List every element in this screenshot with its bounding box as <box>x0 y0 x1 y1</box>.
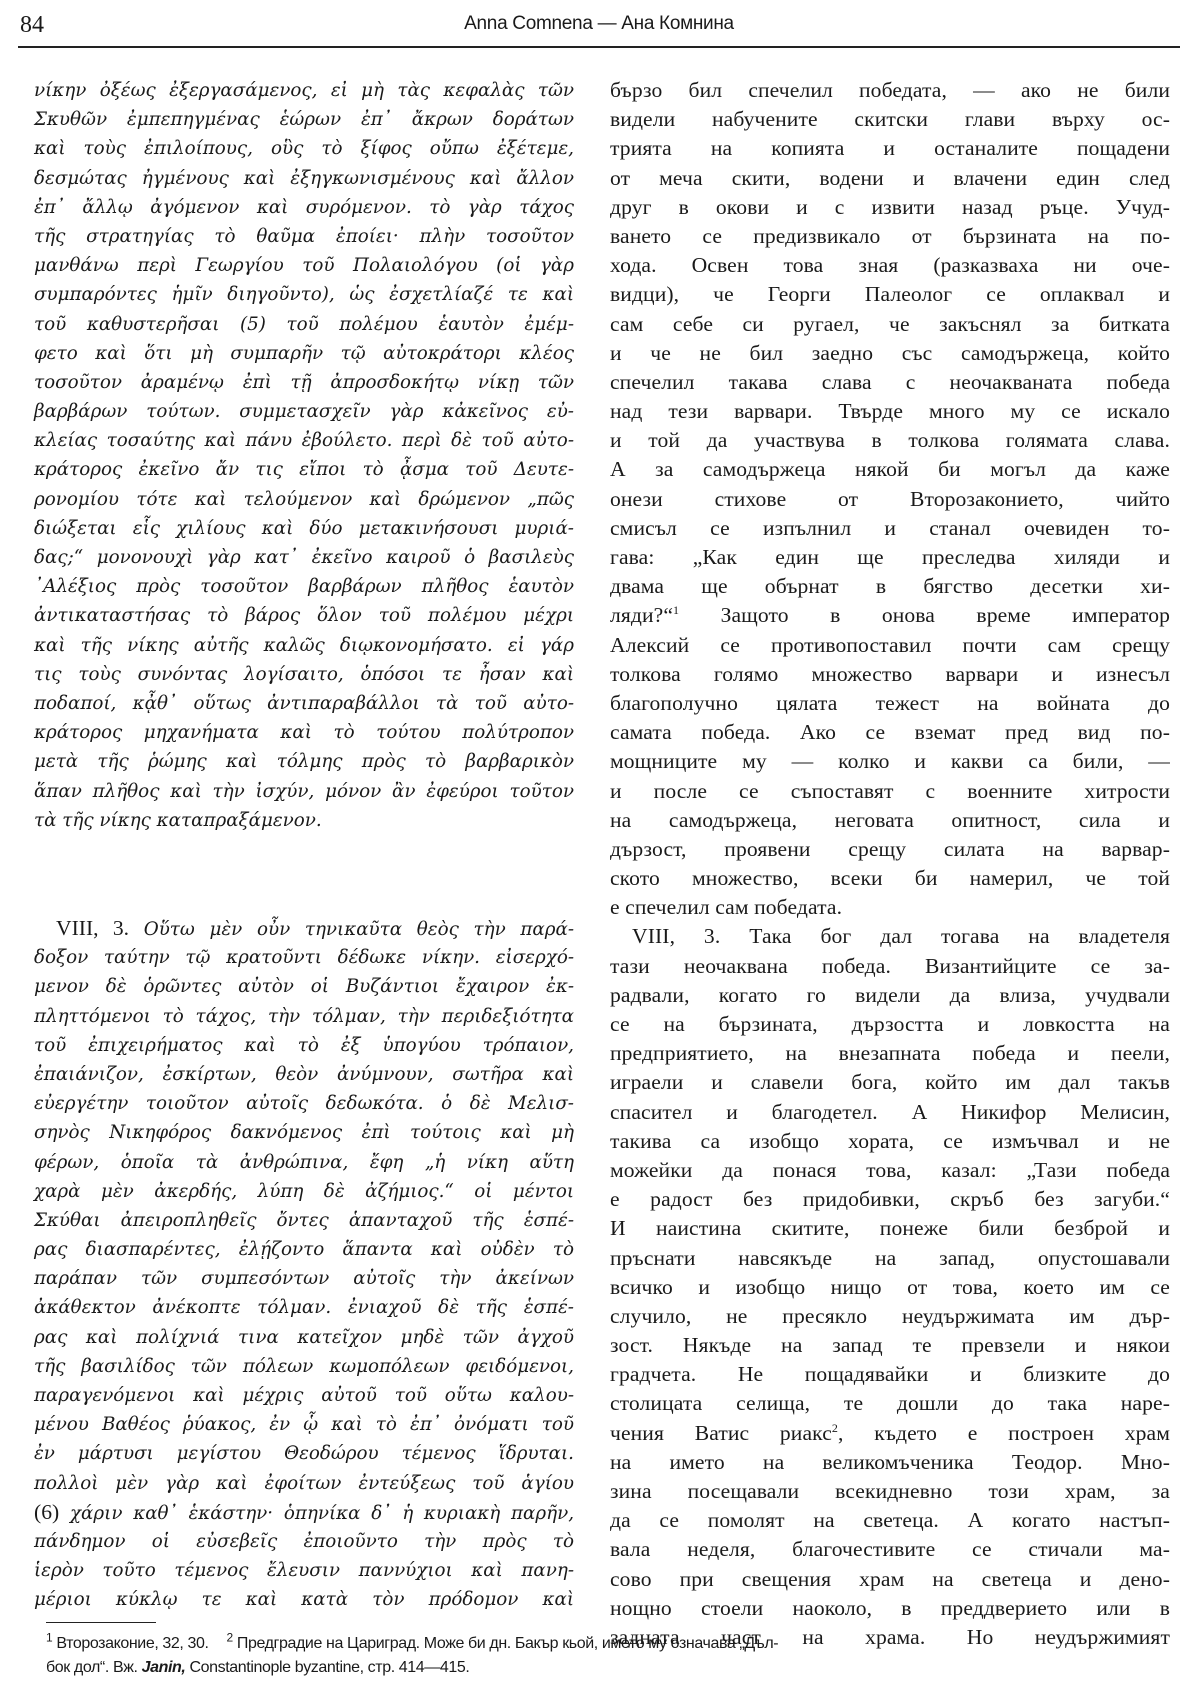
section-marker: VIII, 3. <box>56 916 130 940</box>
bulgarian-line-footnote-2: чения Ватис риакс$^2$, където е построен храм <box>610 1420 1171 1445</box>
greek-line: τοῦ καθυστερῆσαι (5) τοῦ πολέμου ἑαυτὸν ἐμέμ- <box>34 313 574 335</box>
greek-line: ᾽Αλέξιος πρὸς τοσοῦτον βαρβάρων πλῆθος ἑαυτὸν <box>34 576 574 598</box>
bulgarian-line: самата победа. Ако се вземат пред вид по- <box>610 720 1170 745</box>
bulgarian-line: А за самодържеца някой би могъл да каже <box>610 457 1170 482</box>
greek-line: ἀντικαταστήσας τὸ βάρος ὅλον τοῦ πολέμου μέχρι <box>34 605 574 627</box>
footnote-2: $^2$ Предградие на Цариград. Може би дн. Бакър кьой, името му означава „Дъл- бок дол“. Вж. Janin, Constantinople byzantine, стр. 414—415. <box>46 1630 779 1676</box>
author-name: Janin, <box>141 1659 186 1676</box>
bulgarian-line: благополучно цялата тежест на войната до <box>610 690 1170 715</box>
page-header <box>18 10 1180 46</box>
header-rule <box>18 46 1180 48</box>
greek-line: ἱερὸν τοῦτο τέμενος ἔλευσιν παννύχιοι καὶ πανη- <box>34 1560 574 1582</box>
bulgarian-line: от меча скити, водени и влачени един след <box>610 165 1170 190</box>
greek-line: ἐν μάρτυσι μεγίστου Θεοδώρου τέμενος ἵδρυται. <box>34 1443 574 1465</box>
bulgarian-line: и после се съпоставят с военните хитрости <box>610 778 1170 803</box>
bulgarian-line: тази неочаквана победа. Византийците се за- <box>610 953 1170 978</box>
greek-line: βαρβάρων τούτων. συμμετασχεῖν γὰρ κἀκεῖνος εὐ- <box>34 401 574 423</box>
footnote-ref-2[interactable]: 2 <box>831 1420 838 1435</box>
bulgarian-line: ването се предизвикало от бързината на по- <box>610 223 1170 248</box>
greek-line: συμπαρόντες ἡμῖν διηγοῦντο), ὡς ἐσχετλίαζέ τε καὶ <box>34 284 574 306</box>
bulgarian-paragraph-2-rest <box>610 1448 1170 1652</box>
greek-line: καὶ τῆς νίκης αὐτῆς καλῶς διῳκονομήσατο. εἰ γάρ <box>34 634 574 656</box>
greek-line: VIII, 3. Οὕτω μὲν οὖν τηνικαῦτα θεὸς τὴν παρά- <box>56 916 574 940</box>
footnote-1: $^1$ Второзаконие, 32, 30. <box>46 1630 209 1652</box>
bulgarian-line: да се помолят на светеца. А когато настъп- <box>610 1508 1170 1533</box>
greek-line: ρας διασπαρέντες, ἐλῄζοντο ἅπαντα καὶ οὐδὲν τὸ <box>34 1239 574 1261</box>
bulgarian-line: е радост без придобивки, скръб без загуби.“ <box>610 1187 1170 1212</box>
bulgarian-line: VIII, 3. Така бог дал тогава на владетеля <box>632 924 1170 949</box>
greek-line: (6) χάριν καθ᾽ ἑκάστην· ὁπηνίκα δ᾽ ἡ κυριακὴ παρῆν, <box>34 1499 575 1524</box>
bulgarian-line: ското множество, всеки би намерил, че той <box>610 866 1170 891</box>
greek-line: τοῦ ἐπιχειρήματος καὶ τὸ ἐξ ὑπογύου τρόπαιον, <box>34 1034 574 1056</box>
bulgarian-line: видци), че Георги Палеолог се оплаквал и <box>610 282 1170 307</box>
bulgarian-line: пръснати навсякъде на запад, опустошавали <box>610 1245 1170 1270</box>
bulgarian-line: столицата селища, те дошли до така наре- <box>610 1391 1170 1416</box>
greek-line: μέριοι κύκλῳ τε καὶ κατὰ τὸν πρόδομον καὶ <box>34 1589 574 1611</box>
greek-line: μενον δὲ ὁρῶντες αὐτὸν οἱ Βυζάντιοι ἔχαιρον ἐκ- <box>34 976 574 998</box>
bulgarian-line: и че не бил заедно със самодържеца, който <box>610 340 1170 365</box>
bulgarian-line: над тези варвари. Твърде много му се искало <box>610 399 1170 424</box>
bulgarian-line: спечелил такава слава с неочакваната победа <box>610 369 1170 394</box>
greek-paragraph-2 <box>34 943 574 1498</box>
bulgarian-line: трията на копията и останалите пощадени <box>610 136 1170 161</box>
greek-paragraph-2-end <box>34 1527 574 1615</box>
greek-line: μανθάνω περὶ Γεωργίου τοῦ Πολαιολόγου (οἱ γὰρ <box>34 255 574 277</box>
bulgarian-line: на самодържеца, неговата опитност, сила и <box>610 807 1170 832</box>
greek-line: νίκην ὀξέως ἐξεργασάμενος, εἰ μὴ τὰς κεφαλὰς τῶν <box>34 80 574 101</box>
bulgarian-line: радвали, когато го видели да влиза, учудвали <box>610 982 1170 1007</box>
bulgarian-line: гава: „Как един ще преследва хиляди и <box>610 545 1170 569</box>
footnote-ref-1[interactable]: 1 <box>673 603 680 618</box>
bulgarian-line: мощниците му — колко и какви са били, — <box>610 749 1170 774</box>
bulgarian-line: на името на великомъченика Теодор. Мно- <box>610 1449 1170 1474</box>
greek-column <box>34 76 574 835</box>
greek-line: ἐπαιάνιζον, ἐσκίρτων, θεὸν ἀνύμνουν, σωτῆρα καὶ <box>34 1063 574 1085</box>
greek-line: παραγενόμενοι καὶ μέχρις αὐτοῦ τοῦ οὕτω καλου- <box>34 1385 574 1406</box>
bulgarian-line: спасител и благодетел. А Никифор Мелисин, <box>610 1099 1170 1124</box>
bulgarian-line: случило, не пресякло неудържимата им дър- <box>610 1303 1170 1328</box>
bulgarian-paragraph-2 <box>610 952 1170 1419</box>
greek-line: κράτορος μηχανήματα καὶ τὸ τούτου πολύτροπον <box>34 722 574 744</box>
bulgarian-line: играели и славели бога, който им дал такъв <box>610 1070 1170 1095</box>
greek-line: Σκυθῶν ἐμπεπηγμένας ἑώρων ἐπ᾽ ἄκρων δοράτων <box>34 109 574 131</box>
page-number: 84 <box>20 12 44 38</box>
greek-line: φέρων, ὁποῖα τὰ ἀνθρώπινα, ἔφη „ἡ νίκη αὕτη <box>34 1151 574 1173</box>
bulgarian-line: е спечелил сам победата. <box>610 895 843 920</box>
bulgarian-line: Алексий се противопоставил почти сам срещу <box>610 632 1170 657</box>
bulgarian-line: смисъл се изпълнил и станал очевиден то- <box>610 515 1170 540</box>
footnote-rule <box>46 1622 156 1623</box>
bulgarian-line: градчета. Не пощадявайки и близките до <box>610 1362 1170 1387</box>
greek-line: Σκύθαι ἀπειροπληθεῖς ὄντες ἁπανταχοῦ τῆς ἑσπέ- <box>34 1209 574 1231</box>
bulgarian-line: двама ще обърнат в бягство десетки хи- <box>610 574 1170 599</box>
footnotes <box>46 1632 1166 1680</box>
bulgarian-line: предприятието, на внезапната победа и пеели, <box>610 1041 1170 1066</box>
greek-line: φετο καὶ ὅτι μὴ συμπαρῆν τῷ αὐτοκράτορι κλέος <box>34 342 574 364</box>
greek-line: πάνδημον οἱ εὐσεβεῖς ἐποιοῦντο τὴν πρὸς τὸ <box>34 1530 574 1552</box>
greek-line: δεσμώτας ἠγμένους καὶ ἐξηγκωνισμένους καὶ ἄλλον <box>34 167 574 189</box>
bulgarian-line: се на бързината, дързостта и ловкостта на <box>610 1012 1170 1036</box>
greek-line: σηνὸς Νικηφόρος δακνόμενος ἐπὶ τούτοις καὶ μὴ <box>34 1122 574 1144</box>
bulgarian-line: нощно стоели наоколо, в преддверието или в <box>610 1595 1170 1620</box>
greek-line: ρας καὶ πολίχνιά τινα κατεῖχον μηδὲ τῶν ἀγχοῦ <box>34 1326 574 1348</box>
greek-section-viii-3 <box>34 914 574 1615</box>
greek-line: παράπαν τῶν συμπεσόντων αὐτοῖς τὴν ἀκείνων <box>34 1268 574 1290</box>
bulgarian-line: всичко и изобщо нищо от това, което им се <box>610 1274 1170 1299</box>
running-title: Anna Comnena — Ана Комнина <box>464 13 734 34</box>
greek-paragraph-1 <box>34 76 574 835</box>
greek-line: καὶ τοὺς ἐπιλοίπους, οὓς τὸ ξίφος οὔπω ἐξέτεμε, <box>34 138 574 160</box>
greek-line: ρονομίου τότε καὶ τελούμενον καὶ δρώμενον „πῶς <box>34 488 574 510</box>
greek-line: διώξεται εἷς χιλίους καὶ δύο μετακινήσουσι μυριά- <box>34 517 574 539</box>
greek-line: τῆς στρατηγίας τὸ θαῦμα ἐποίει· πλὴν τοσοῦτον <box>34 225 574 247</box>
greek-line: δας;“ μονονουχὶ γὰρ κατ᾽ ἐκεῖνο καιροῦ ὁ βασιλεὺς <box>34 547 574 568</box>
greek-line: ποδαποί, κᾆθ᾽ οὕτως ἀντιπαραβάλλοι τὰ τοῦ αὐτο- <box>34 692 574 714</box>
bulgarian-line: онези стихове от Второзаконието, чийто <box>610 486 1170 511</box>
bulgarian-line: вала неделя, благочестивите се стичали ма- <box>610 1537 1170 1562</box>
greek-line: δοξον ταύτην τῷ κρατοῦντι δέδωκε νίκην. εἰσερχό- <box>34 947 574 969</box>
bulgarian-line: дързост, проявени срещу силата на варвар- <box>610 836 1170 861</box>
greek-line: πληττόμενοι τὸ τάχος, τὴν τόλμαν, τὴν περιδεξιότητα <box>34 1005 574 1027</box>
greek-line: τῆς βασιλίδος τῶν πόλεων κωμοπόλεων φειδόμενοι, <box>34 1355 574 1377</box>
bulgarian-line: видели набучените скитски глави върху ос- <box>610 107 1170 132</box>
bulgarian-line: сам себе си ругаел, че закъснял за битката <box>610 311 1170 336</box>
greek-line: πολλοὶ μὲν γὰρ καὶ ἐφοίτων ἐντεύξεως τοῦ ἁγίου <box>34 1472 574 1494</box>
bulgarian-line: толкова голямо множество варвари и изнесъл <box>610 661 1170 686</box>
bulgarian-line: зина посещавали всекидневно този храм, за <box>610 1479 1170 1503</box>
bulgarian-column <box>610 76 1170 1652</box>
greek-line: ἐπ᾽ ἄλλῳ ἀγόμενον καὶ συρόμενον. τὸ γὰρ τάχος <box>34 196 574 218</box>
bulgarian-line: друг в окови и с извити назад ръце. Учуд- <box>610 194 1170 219</box>
bulgarian-line: такива са изобщо хората, се измъчвал и не <box>610 1128 1170 1153</box>
bulgarian-line: задната част на храма. Но неудържимият <box>610 1624 1170 1649</box>
bulgarian-paragraph-1 <box>610 76 1170 601</box>
greek-line: κράτορος ἐκεῖνο ἄν τις εἴποι τὸ ᾆσμα τοῦ Δευτε- <box>34 459 574 481</box>
greek-line: μετὰ τῆς ῥώμης καὶ τόλμης πρὸς τὸ βαρβαρικὸν <box>34 751 574 773</box>
greek-line: εὐεργέτην τοιοῦτον αὐτοῖς δεδωκότα. ὁ δὲ Μελισ- <box>34 1093 574 1115</box>
greek-line: χαρὰ μὲν ἀκερδής, λύπη δὲ ἀζήμιος.“ οἱ μέντοι <box>34 1180 574 1202</box>
greek-line: τὰ τῆς νίκης καταπραξάμενον. <box>34 809 322 831</box>
bulgarian-line: бързо бил спечелил победата, — ако не били <box>610 78 1170 102</box>
bulgarian-line: хода. Освен това зная (разказваха ни оче- <box>610 253 1170 278</box>
bulgarian-line: сово при свещения храм на светеца и дено- <box>610 1566 1170 1591</box>
greek-line: τις τοὺς συνόντας λογίσαιτο, ὁπόσοι τε ἦσαν καὶ <box>34 663 574 685</box>
marker-6: (6) <box>34 1499 60 1524</box>
greek-line: μένου Βαθέος ῥύακος, ἐν ᾧ καὶ τὸ ἐπ᾽ ὀνόματι τοῦ <box>34 1414 574 1436</box>
greek-line: ἀκάθεκτον ἀνέκοπτε τόλμαν. ἐνιαχοῦ δὲ τῆς ἑσπέ- <box>34 1297 574 1319</box>
greek-line: τοσοῦτον ἀραμένῳ ἐπὶ τῇ ἀπροσδοκήτῳ νίκῃ τῶν <box>34 371 574 393</box>
greek-line: κλείας τοσαύτης καὶ πάνυ ἐβούλετο. περὶ δὲ τοῦ αὐτο- <box>34 430 574 452</box>
bulgarian-line: и той да участвува в толкова голямата слава. <box>610 428 1170 453</box>
bulgarian-line: можейки да понася това, казал: „Тази победа <box>610 1157 1170 1182</box>
bulgarian-line: И наистина скитите, понеже били безброй и <box>610 1216 1170 1241</box>
greek-line: ἅπαν πλῆθος καὶ τὴν ἰσχύν, μόνον ἂν ἐφεύροι τοῦτον <box>34 780 574 802</box>
bulgarian-line-footnote-1: ляди?“$^1$ Защото в онова време император <box>610 603 1170 628</box>
bulgarian-paragraph-1-rest <box>610 631 1170 923</box>
bulgarian-line: зост. Някъде на запад те превзели и някои <box>610 1333 1170 1358</box>
